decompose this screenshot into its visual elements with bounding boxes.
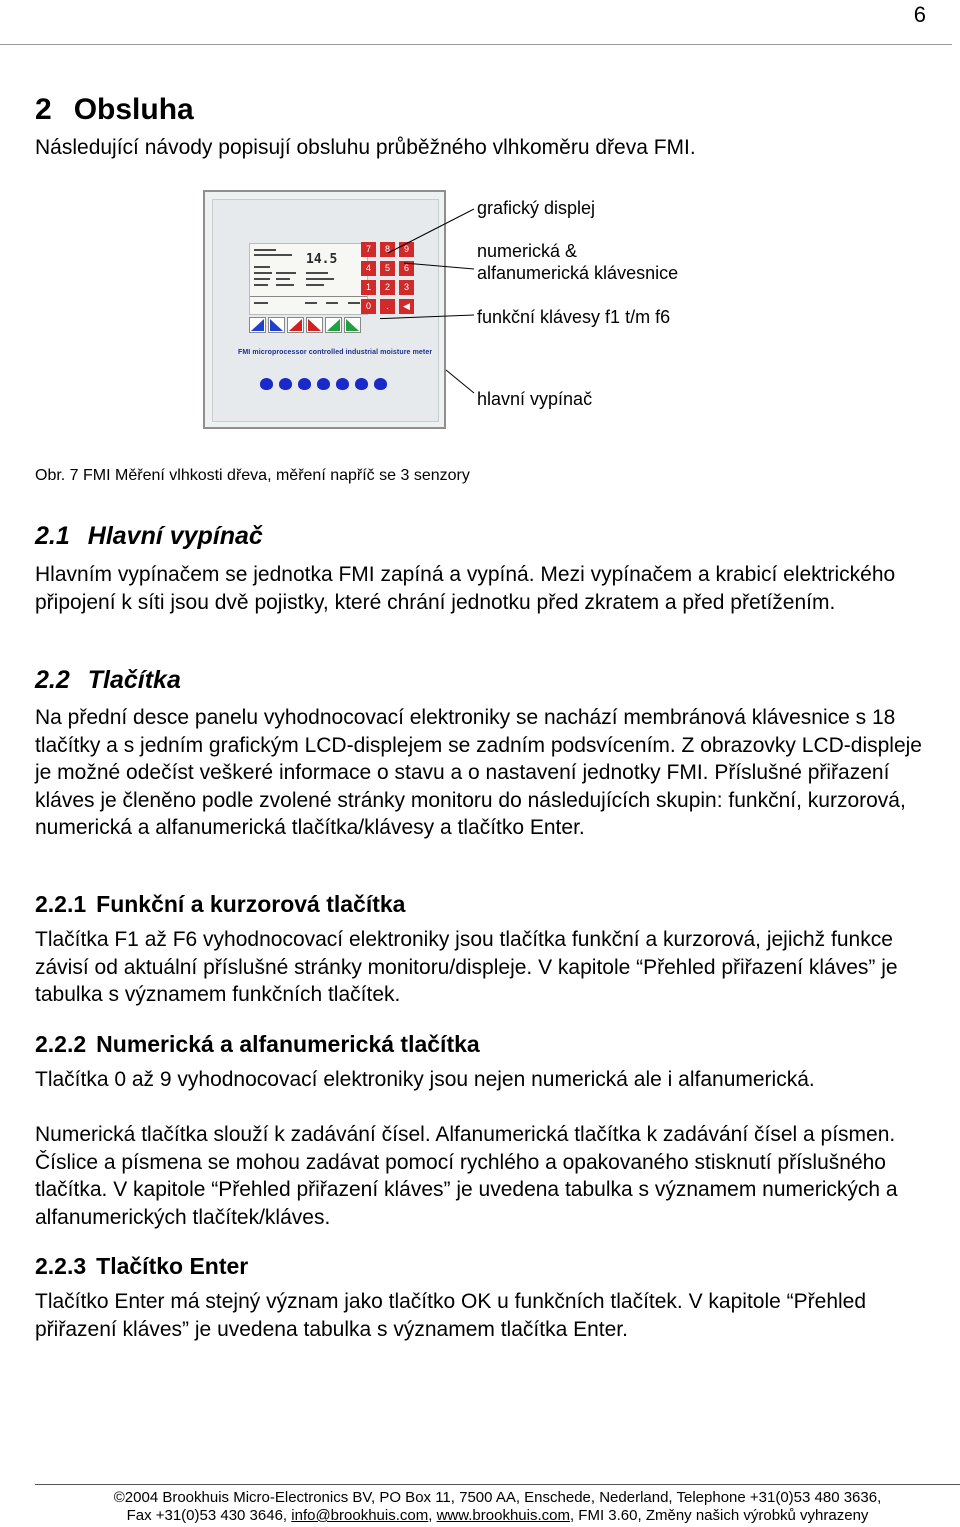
lcd-value: 14.5 [306, 252, 338, 267]
callout-keypad-line1: numerická & [477, 241, 578, 261]
key-8: 8 [380, 242, 395, 257]
blue-dot-icon [279, 378, 292, 390]
blue-dot-icon [298, 378, 311, 390]
subsection-title: Tlačítka [87, 666, 181, 694]
subsection-title: Tlačítko Enter [96, 1253, 249, 1279]
section-number: 2 [35, 93, 52, 126]
footer-line-1: ©2004 Brookhuis Micro-Electronics BV, PO Box 11, 7500 AA, Enschede, Nederland, Telephone +31(0)53 480 3636, [113, 1489, 882, 1506]
subsection-title: Hlavní vypínač [87, 522, 263, 550]
key-2: 2 [380, 280, 395, 295]
subsection-number: 2.2.2 [35, 1031, 87, 1057]
paragraph-2-2-1: Tlačítka F1 až F6 vyhodnocovací elektroniky jsou tlačítka funkční a kurzorová, jejichž funkce závisí od aktuální příslušné stránky monitoru/displeje. V kapitole “Přehled přiřazení kláves” je tabulka s významem funkčních tlačítek. [35, 928, 898, 1006]
subsection-heading-2-1 [35, 522, 263, 551]
key-9: 9 [399, 242, 414, 257]
key-6: 6 [399, 261, 414, 276]
blue-dot-icon [355, 378, 368, 390]
f2-key-icon [268, 317, 285, 333]
f1-key-icon [249, 317, 266, 333]
callout-display: grafický displej [477, 198, 596, 218]
key-5: 5 [380, 261, 395, 276]
header-divider [0, 44, 952, 45]
blue-dot-icon [317, 378, 330, 390]
callout-keypad-line2: alfanumerická klávesnice [477, 263, 679, 283]
subsection-number: 2.2 [35, 666, 70, 694]
paragraph-2-2-2-a: Tlačítka 0 až 9 vyhodnocovací elektroniky jsou nejen numerická ale i alfanumerická. [35, 1068, 815, 1091]
footer-separator: , [428, 1507, 437, 1524]
key-1: 1 [361, 280, 376, 295]
footer-divider [35, 1484, 960, 1485]
footer-fax: Fax +31(0)53 430 3646, [126, 1507, 292, 1524]
callout-main-switch: hlavní vypínač [477, 389, 593, 409]
subsection-number: 2.1 [35, 522, 70, 550]
subsection-title: Numerická a alfanumerická tlačítka [96, 1031, 480, 1057]
graphic-display [249, 243, 368, 315]
footer-email-link[interactable]: info@brookhuis.com [291, 1507, 429, 1524]
section-title: Obsluha [73, 93, 194, 126]
footer-suffix: , FMI 3.60, Změny našich výrobků vyhrazeny [569, 1507, 869, 1524]
callout-keypad [477, 240, 678, 284]
blue-dot-icon [336, 378, 349, 390]
figure-caption: Obr. 7 FMI Měření vlhkosti dřeva, měření napříč se 3 senzory [35, 467, 470, 484]
f5-key-icon [325, 317, 342, 333]
subsection-number: 2.2.1 [35, 891, 87, 917]
subsection-heading-2-2-1 [35, 891, 405, 918]
footer-line-2 [35, 1507, 960, 1524]
paragraph-2-1: Hlavním vypínačem se jednotka FMI zapíná a vypíná. Mezi vypínačem a krabicí elektrického připojení k síti jsou dvě pojistky, které chrání jednotku před zkratem a před přetížením. [35, 563, 896, 614]
f3-key-icon [287, 317, 304, 333]
page-number: 6 [913, 2, 926, 27]
subsection-heading-2-2-3 [35, 1253, 248, 1280]
callout-leader-lines [380, 195, 480, 400]
panel-brand-label: FMI microprocessor controlled industrial moisture meter [238, 349, 433, 356]
callout-function-keys: funkční klávesy f1 t/m f6 [477, 307, 671, 327]
key-dot: . [380, 299, 395, 314]
subsection-title: Funkční a kurzorová tlačítka [96, 891, 406, 917]
subsection-heading-2-2 [35, 666, 181, 695]
key-enter-arrow-icon: ◀ [399, 299, 414, 314]
footer-website-link[interactable]: www.brookhuis.com [436, 1507, 570, 1524]
key-7: 7 [361, 242, 376, 257]
key-0: 0 [361, 299, 376, 314]
key-4: 4 [361, 261, 376, 276]
subsection-heading-2-2-2 [35, 1031, 480, 1058]
key-3: 3 [399, 280, 414, 295]
f4-key-icon [306, 317, 323, 333]
section-heading [35, 93, 194, 127]
paragraph-2-2-2-b: Numerická tlačítka slouží k zadávání čísel. Alfanumerická tlačítka k zadávání čísel a písmen. Číslice a písmena se mohou zadávat pomocí rychlého a opakovaného stisknutí příslušného tlačítka. V kapitole “Přehled přiřazení kláves” je uvedena tabulka s významem numerických a alfanumerických tlačítek/kláves. [35, 1123, 898, 1229]
f6-key-icon [344, 317, 361, 333]
subsection-number: 2.2.3 [35, 1253, 87, 1279]
paragraph-2-2-3: Tlačítko Enter má stejný význam jako tlačítko OK u funkčních tlačítek. V kapitole “Přehled přiřazení kláves” je uvedena tabulka s významem tlačítka Enter. [35, 1290, 867, 1341]
paragraph-2-2: Na přední desce panelu vyhodnocovací elektroniky se nachází membránová klávesnice s 18 tlačítky a s jedním grafickým LCD-displejem se zadním podsvícením. Z obrazovky LCD-displeje je možné odečíst veškeré informace o stavu a o nastavení jednotky FMI. Příslušné přiřazení kláves je členěno podle zvolené stránky monitoru do následujících skupin: funkční, kurzorová, numerická a alfanumerická tlačítka/klávesy a tlačítko Enter. [35, 706, 922, 839]
blue-dot-icon [260, 378, 273, 390]
section-intro: Následující návody popisují obsluhu průběžného vlhkoměru dřeva FMI. [35, 136, 696, 159]
